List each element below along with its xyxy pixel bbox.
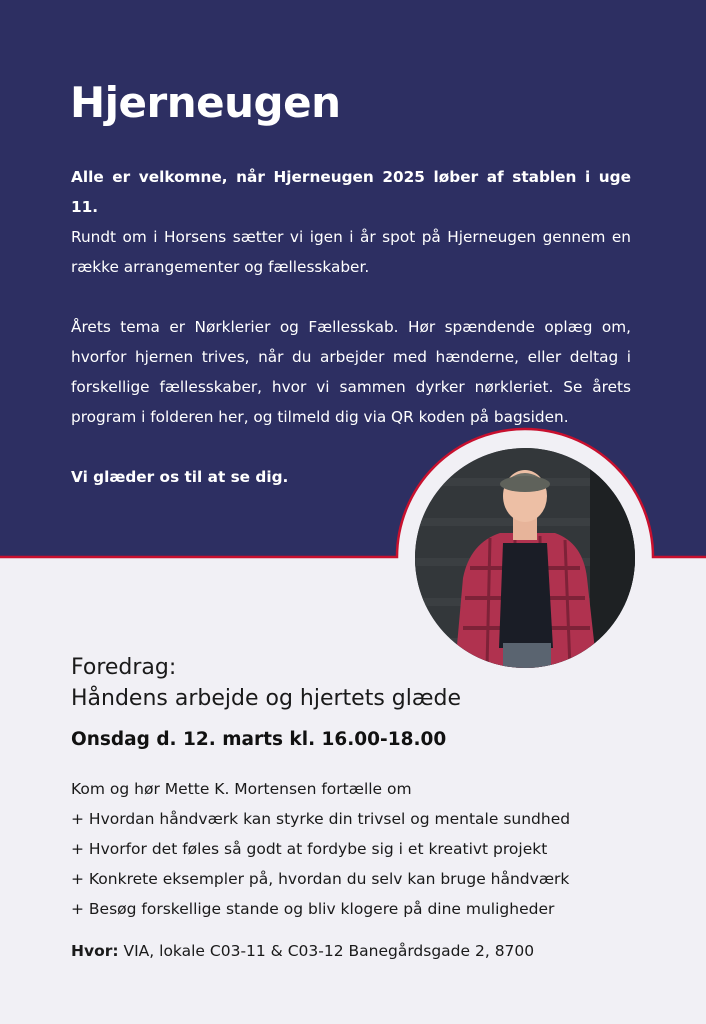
intro-lead: Alle er velkomne, når Hjerneugen 2025 løber af stablen i uge 11. [71,168,631,216]
intro-paragraph-2: Årets tema er Nørklerier og Fællesskab. Hør spændende oplæg om, hvorfor hjernen trives, når du arbejder med hænderne, eller deltag i forskellige fællesskaber, hvor vi sammen dyrker nørkleriet. Se årets program i folderen her, og tilmeld dig via QR koden på bagsiden. [71,318,631,426]
location-value: VIA, lokale C03-11 & C03-12 Banegårdsgade 2, 8700 [118,942,535,960]
bullet-item: + Konkrete eksempler på, hvordan du selv kan bruge håndværk [71,870,570,888]
talk-date: Onsdag d. 12. marts kl. 16.00-18.00 [71,729,447,750]
intro-closing: Vi glæder os til at se dig. [71,468,289,486]
page-title: Hjerneugen [70,78,341,127]
bullet-item: + Hvorfor det føles så godt at fordybe sig i et kreativt projekt [71,840,548,858]
bullet-item: + Hvordan håndværk kan styrke din trivsel og mentale sundhed [71,810,571,828]
speaker-portrait [415,448,635,668]
intro-section [71,162,631,492]
talk-title: Håndens arbejde og hjertets glæde [71,686,461,711]
bullet-item: + Besøg forskellige stande og bliv klogere på dine muligheder [71,900,555,918]
location-label: Hvor: [71,942,119,960]
location-line [71,942,534,960]
intro-paragraph-1: Rundt om i Horsens sætter vi igen i år spot på Hjerneugen gennem en række arrangementer og fællesskaber. [71,228,631,276]
talk-intro: Kom og hør Mette K. Mortensen fortælle om [71,780,412,798]
talk-description [71,774,651,924]
talk-kicker: Foredrag: [71,655,177,680]
